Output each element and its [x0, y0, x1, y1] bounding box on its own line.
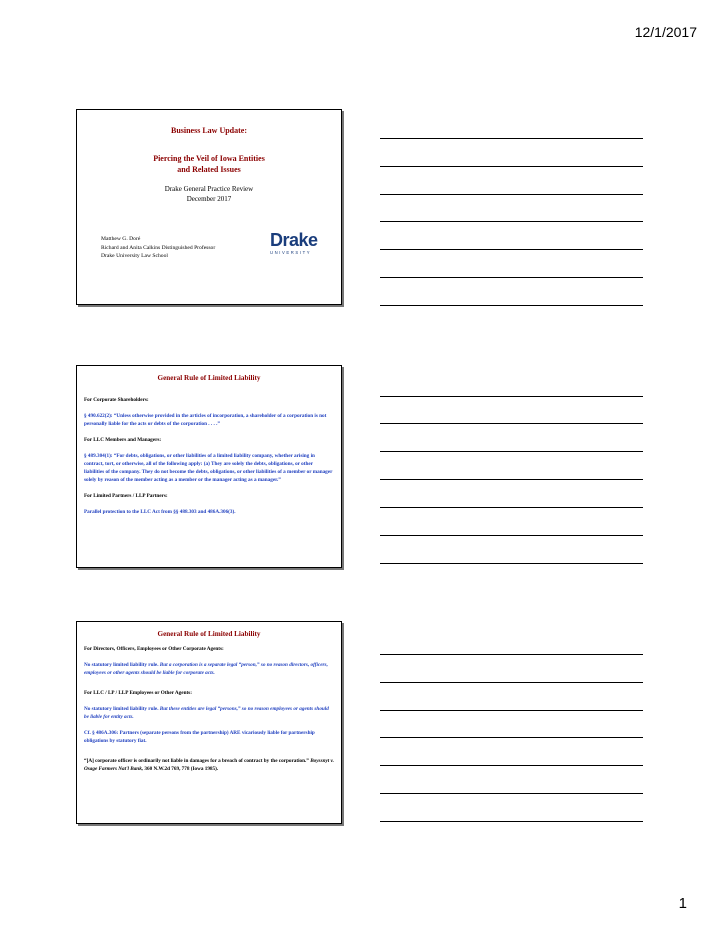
- statute-quote: Parallel protection to the LLC Act from §§ 488.303 and 486A.306(3).: [84, 509, 236, 515]
- rule-text: [84, 705, 334, 721]
- author-org: Drake University Law School: [101, 253, 168, 259]
- section-heading: For LLC Members and Managers:: [84, 437, 162, 443]
- section-heading: For Directors, Officers, Employees or Other Corporate Agents:: [84, 646, 224, 652]
- statute-quote: § 490.622(2): “Unless otherwise provided in the articles of incorporation, a shareholder of a corporation is not personally liable for the acts or debts of the corporation . . . .”: [84, 413, 327, 427]
- case-name: Boyssnyt v. Osage Farmers Nat'l Bank,: [84, 758, 334, 772]
- slide-subtitle: [77, 153, 341, 175]
- rule-text: [84, 661, 334, 677]
- case-quote: [84, 757, 334, 773]
- slide-body: [84, 396, 334, 516]
- rule-text-lead: No statutory limited liability rule.: [84, 662, 159, 668]
- statute-reference: Cf. § 486A.306: Partners (separate persons from the partnership) ARE vicariously liable for partnership obligations by statutory fiat.: [84, 730, 315, 744]
- author-name: Matthew G. Doré: [101, 236, 141, 242]
- case-citation: 360 N.W.2d 769, 778 (Iowa 1985).: [144, 766, 219, 772]
- rule-text-lead: No statutory limited liability rule.: [84, 706, 159, 712]
- rule-text-italic: But a corporation is a separate legal “person,” so no reason directors, officers, employees or other agents should be liable for corporate acts.: [84, 662, 328, 676]
- statute-quote: § 489.304(1): “For debts, obligations, or other liabilities of a limited liability company, whether arising in contract, tort, or otherwise, all of the following apply: (a) They are solely the debts, obligations, or other liabilities of the company. They do not become the debts, obligations, or other liabilities of a member or manager solely by reason of the member acting as a member or the manager acting as a manager.”: [84, 453, 333, 483]
- drake-university-logo: [270, 231, 334, 259]
- case-quote-text: “[A] corporate officer is ordinarily not liable in damages for a breach of contract by the corporation.”: [84, 758, 309, 764]
- slide-title: General Rule of Limited Liability: [157, 630, 261, 638]
- page-date: 12/1/2017: [634, 24, 697, 40]
- slide-title: General Rule of Limited Liability: [157, 374, 261, 382]
- slide-body: [84, 645, 334, 773]
- author-block: [101, 235, 215, 261]
- section-heading: For Limited Partners / LLP Partners:: [84, 493, 168, 499]
- slide-title: Business Law Update:: [170, 126, 247, 135]
- rule-text-italic: But these entities are legal “persons,” so no reason employees or agents should be liable for entity acts.: [84, 706, 329, 720]
- slide-thumbnail-1: [76, 109, 342, 305]
- event-name: Drake General Practice Review: [164, 185, 254, 193]
- section-heading: For Corporate Shareholders:: [84, 397, 149, 403]
- event-info: [77, 184, 341, 204]
- logo-subtext: UNIVERSITY: [270, 250, 312, 255]
- event-date: December 2017: [186, 195, 232, 203]
- slide-thumbnail-3: [76, 621, 342, 824]
- logo-wordmark: Drake: [270, 230, 318, 250]
- section-heading: For LLC / LP / LLP Employees or Other Agents:: [84, 690, 192, 696]
- subtitle-line-1: Piercing the Veil of Iowa Entities: [153, 154, 265, 163]
- page-number: 1: [678, 895, 687, 912]
- slide-thumbnail-2: [76, 365, 342, 568]
- subtitle-line-2: and Related Issues: [177, 165, 241, 174]
- author-title: Richard and Anita Calkins Distinguished Professor: [101, 244, 216, 251]
